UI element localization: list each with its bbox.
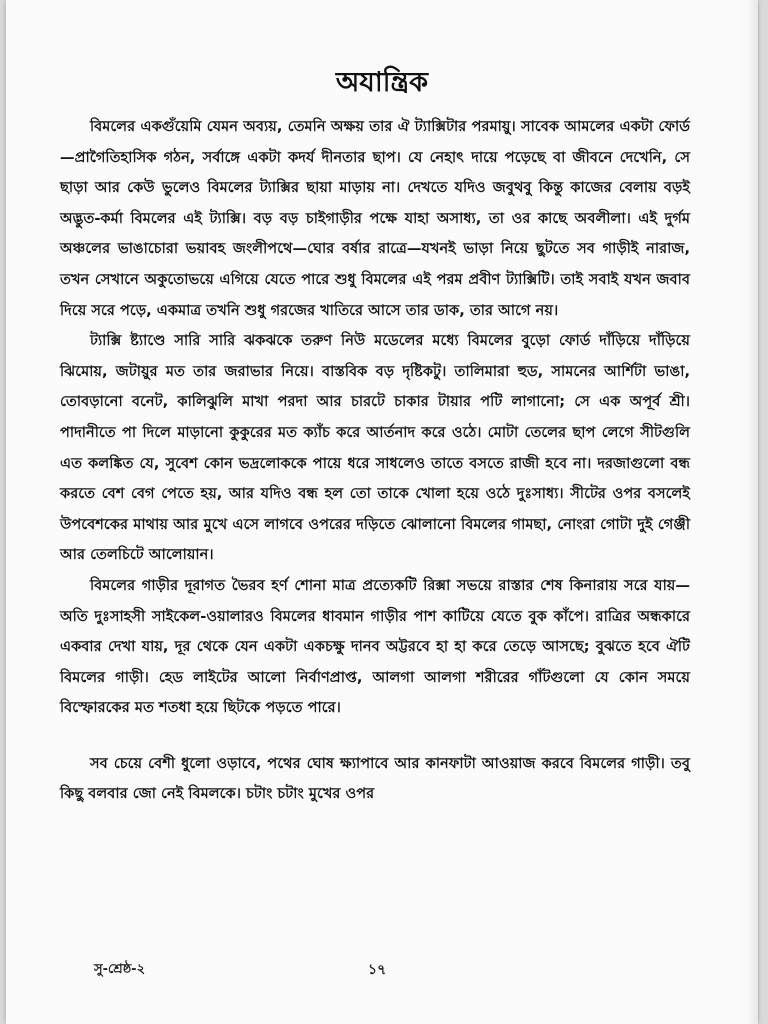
paragraph-3: বিমলের গাড়ীর দূরাগত ভৈরব হর্ণ শোনা মাত্র প্রত্যেকটি রিক্সা সভয়ে রাস্তার শেষ কিনারায় সরে যায়—অতি দুঃসাহসী সাইকেল-ওয়ালারও বিমলের ধাবমান গাড়ীর পাশ কাটিয়ে যেতে বুক কাঁপে। রাত্রির অন্ধকারে একবার দেখা যায়, দূর থেকে যেন একটা একচক্ষু দানব অট্টরবে হা হা করে তেড়ে আসছে; বুঝতে হবে ঐটি বিমলের গাড়ী। হেড লাইটের আলো নির্বাণপ্রাপ্ত, আলগা আলগা শরীরের গাঁটগুলো যে কোন সময়ে বিস্ফোরকের মত শতধা হয়ে ছিটকে পড়তে পারে।: [60, 576, 690, 717]
paragraph-2: ট্যাক্সি ষ্ট্যাণ্ডে সারি সারি ঝকঝকে তরুণ নিউ মডেলের মধ্যে বিমলের বুড়ো ফোর্ড দাঁড়িয়ে দাঁড়িয়ে ঝিমোয়, জটায়ুর মত তার জরাভার নিয়ে। বাস্তবিক বড় দৃষ্টিকটু। তালিমারা হুড, সামনের আর্শিটা ভাঙা, তোবড়ানো বনেট, কালিঝুলি মাখা পরদা আর চারটে চাকার টায়ার পটি লাগানো; সে এক অপূর্ব শ্রী। পাদানীতে পা দিলে মাড়ানো কুকুরের মত ক্যাঁচ করে আর্তনাদ করে ওঠে। মোটা তেলের ছাপ লেগে সীটগুলি এত কলঙ্কিত যে, সুবেশ কোন ভদ্রলোককে পায়ে ধরে সাধলেও তাতে বসতে রাজী হবে না। দরজাগুলো বন্ধ করতে বেশ বেগ পেতে হয়, আর যদিও বন্ধ হল তো তাকে খোলা হয়ে ওঠে দুঃসাধ্য। সীটের ওপর বসলেই উপবেশকের মাথায় আর মুখে এসে লাগবে ওপরের দড়িতে ঝোলানো বিমলের গামছা, নোংরা গোটা দুই গেঞ্জী আর তেলচিটে আলোয়ান।: [60, 332, 690, 564]
story-title: অযান্ত্রিক: [335, 67, 429, 98]
page-edge-shadow: [746, 0, 758, 1024]
page-number: ১৭: [368, 962, 387, 978]
paragraph-4: সব চেয়ে বেশী ধুলো ওড়াবে, পথের ঘোষ ক্ষ্যাপাবে আর কানফাটা আওয়াজ করবে বিমলের গাড়ী। তবু কিছু বলবার জো নেই বিমলকে। চটাং চটাং মুখের ওপর: [60, 754, 690, 803]
book-page: [6, 0, 758, 1024]
story-body: [60, 112, 690, 810]
paragraph-1: বিমলের একগুঁয়েমি যেমন অব্যয়, তেমনি অক্ষয় তার ঐ ট্যাক্সিটার পরমায়ু। সাবেক আমলের একটা ফোর্ড—প্রাগৈতিহাসিক গঠন, সর্বাঙ্গে একটা কদর্য দীনতার ছাপ। যে নেহাৎ দায়ে পড়েছে বা জীবনে দেখেনি, সে ছাড়া আর কেউ ভুলেও বিমলের ট্যাক্সির ছায়া মাড়ায় না। দেখতে যদিও জবুথবু কিন্তু কাজের বেলায় বড়ই অদ্ভুত-কর্মা বিমলের এই ট্যাক্সি। বড় বড় চাইগাড়ীর পক্ষে যাহা অসাধ্য, তা ওর কাছে অবলীলা। এই দুর্গম অঞ্চলের ভাঙাচোরা ভয়াবহ জংলীপথে—ঘোর বর্ষার রাত্রে—যখনই ভাড়া নিয়ে ছুটতে সব গাড়ীই নারাজ, তখন সেখানে অকুতোভয়ে এগিয়ে যেতে পারে শুধু বিমলের এই পরম প্রবীণ ট্যাক্সিটি। তাই সবাই যখন জবাব দিয়ে সরে পড়ে, একমাত্র তখনি শুধু গরজের খাতিরে আসে তার ডাক, তার আগে নয়।: [60, 118, 690, 319]
footer-book-label: সু-শ্রেষ্ঠ-২: [94, 962, 146, 977]
